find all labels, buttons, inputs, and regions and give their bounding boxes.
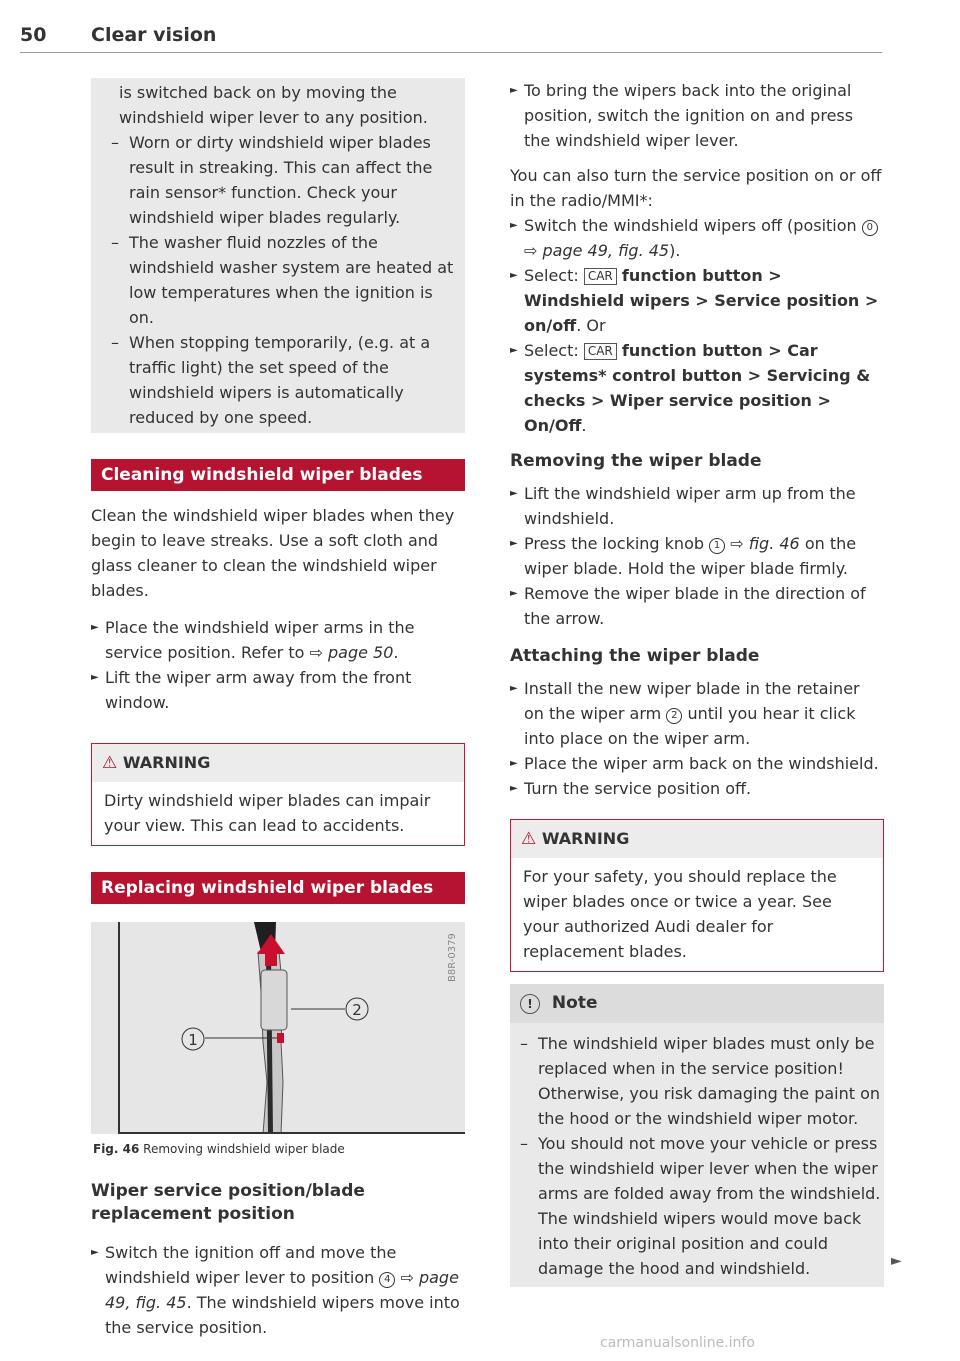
service-step-back: ► To bring the wipers back into the original position, switch the ignition on and press the windshield wiper lever. (510, 78, 884, 153)
warning-triangle-icon: ⚠ (521, 829, 537, 849)
warning-box (91, 743, 465, 846)
cleaning-heading: Cleaning windshield wiper blades (91, 459, 465, 491)
replacing-heading: Replacing windshield wiper blades (91, 872, 465, 904)
position-4-icon: 4 (379, 1272, 395, 1288)
cleaning-step-2: ► Lift the wiper arm away from the front window. (91, 665, 465, 715)
callout-1-icon: 1 (709, 538, 725, 554)
mmi-step-1: ► Switch the windshield wipers off (position 0 ⇨ page 49, fig. 45). (510, 213, 884, 263)
attaching-step-3: ► Turn the service position off. (510, 776, 884, 801)
right-column (510, 78, 884, 1287)
car-button-icon: CAR (584, 268, 617, 285)
mmi-step-2: ► Select: CAR function button > Windshield wipers > Service position > on/off. Or (510, 263, 884, 338)
callout-2-icon: 2 (666, 708, 682, 724)
mmi-intro: You can also turn the service position on or off in the radio/MMI*: (510, 166, 882, 210)
figure-caption: Fig. 46 Removing windshield wiper blade (93, 1142, 345, 1156)
cleaning-step-1: ► Place the windshield wiper arms in the service position. Refer to ⇨ page 50. (91, 615, 465, 665)
continue-arrow-icon: ► (891, 1253, 902, 1269)
watermark: carmanualsonline.info (600, 1335, 755, 1351)
page-reference-link[interactable]: ⇨ page 49, fig. 45 (524, 241, 670, 260)
callout-1-label: 1 (188, 1031, 198, 1049)
continued-note-box (91, 78, 465, 433)
cleaning-intro: Clean the windshield wiper blades when they begin to leave streaks. Use a soft cloth and glass cleaner to clean the windshield wiper blades. (91, 506, 455, 600)
list-item: – Worn or dirty windshield wiper blades result in streaking. This can affect the rain sensor* function. Check your windshield wiper blades regularly. (101, 130, 455, 230)
list-item: – When stopping temporarily, (e.g. at a traffic light) the set speed of the windshield wipers is automatically reduced by one speed. (101, 330, 455, 430)
attaching-step-2: ► Place the wiper arm back on the windshield. (510, 751, 884, 776)
warning-header: ⚠ WARNING (92, 744, 464, 782)
removing-step-1: ► Lift the windshield wiper arm up from the windshield. (510, 481, 884, 531)
warning-box (510, 819, 884, 972)
continued-text: is switched back on by moving the windshield wiper lever to any position. (119, 83, 428, 127)
note-box (510, 984, 884, 1287)
warning-header: ⚠ WARNING (511, 820, 883, 858)
car-button-icon: CAR (584, 343, 617, 360)
position-0-icon: 0 (862, 220, 878, 236)
page-reference-link[interactable]: ⇨ page 49, fig. 45 (105, 1268, 459, 1312)
warning-text: For your safety, you should replace the wiper blades once or twice a year. See your authorized Audi dealer for replacement blades. (523, 867, 837, 961)
service-heading: Wiper service position/blade replacement position (91, 1181, 365, 1224)
mmi-step-3: ► Select: CAR function button > Car systems* control button > Servicing & checks > Wiper service position > On/Off. (510, 338, 884, 438)
note-header: ! Note (510, 984, 884, 1023)
wiper-blade-illustration (91, 922, 465, 1134)
note-item: – You should not move your vehicle or press the windshield wiper lever when the wiper arms are folded away from the windshield. The windshield wipers would move back into their original position and could damage the hood and windshield. (510, 1131, 884, 1281)
note-item: – The windshield wiper blades must only be replaced when in the service position! Otherwise, you risk damaging the paint on the hood or the windshield wiper motor. (510, 1031, 884, 1131)
warning-triangle-icon: ⚠ (102, 753, 118, 773)
page-reference-link[interactable]: ⇨ page 50 (309, 643, 394, 662)
service-step-1: ► Switch the ignition off and move the windshield wiper lever to position 4 ⇨ page 49, fig. 45. The windshield wipers move into the service position. (91, 1240, 465, 1340)
figure-code: B8R-0379 (447, 933, 458, 982)
removing-heading: Removing the wiper blade (510, 451, 762, 471)
section-title: Clear vision (91, 24, 217, 46)
page-header (20, 22, 882, 53)
attaching-heading: Attaching the wiper blade (510, 646, 760, 666)
note-exclamation-icon: ! (520, 994, 540, 1014)
left-column (91, 78, 465, 1340)
figure-reference-link[interactable]: ⇨ fig. 46 (730, 534, 800, 553)
callout-2-label: 2 (352, 1001, 362, 1019)
figure-46 (91, 922, 465, 1134)
attaching-step-1: ► Install the new wiper blade in the retainer on the wiper arm 2 until you hear it click into place on the wiper arm. (510, 676, 884, 751)
warning-text: Dirty windshield wiper blades can impair your view. This can lead to accidents. (104, 791, 431, 835)
removing-step-3: ► Remove the wiper blade in the direction of the arrow. (510, 581, 884, 631)
list-item: – The washer fluid nozzles of the windshield washer system are heated at low temperatures when the ignition is on. (101, 230, 455, 330)
removing-step-2: ► Press the locking knob 1 ⇨ fig. 46 on the wiper blade. Hold the wiper blade firmly. (510, 531, 884, 581)
page-number: 50 (20, 24, 47, 46)
